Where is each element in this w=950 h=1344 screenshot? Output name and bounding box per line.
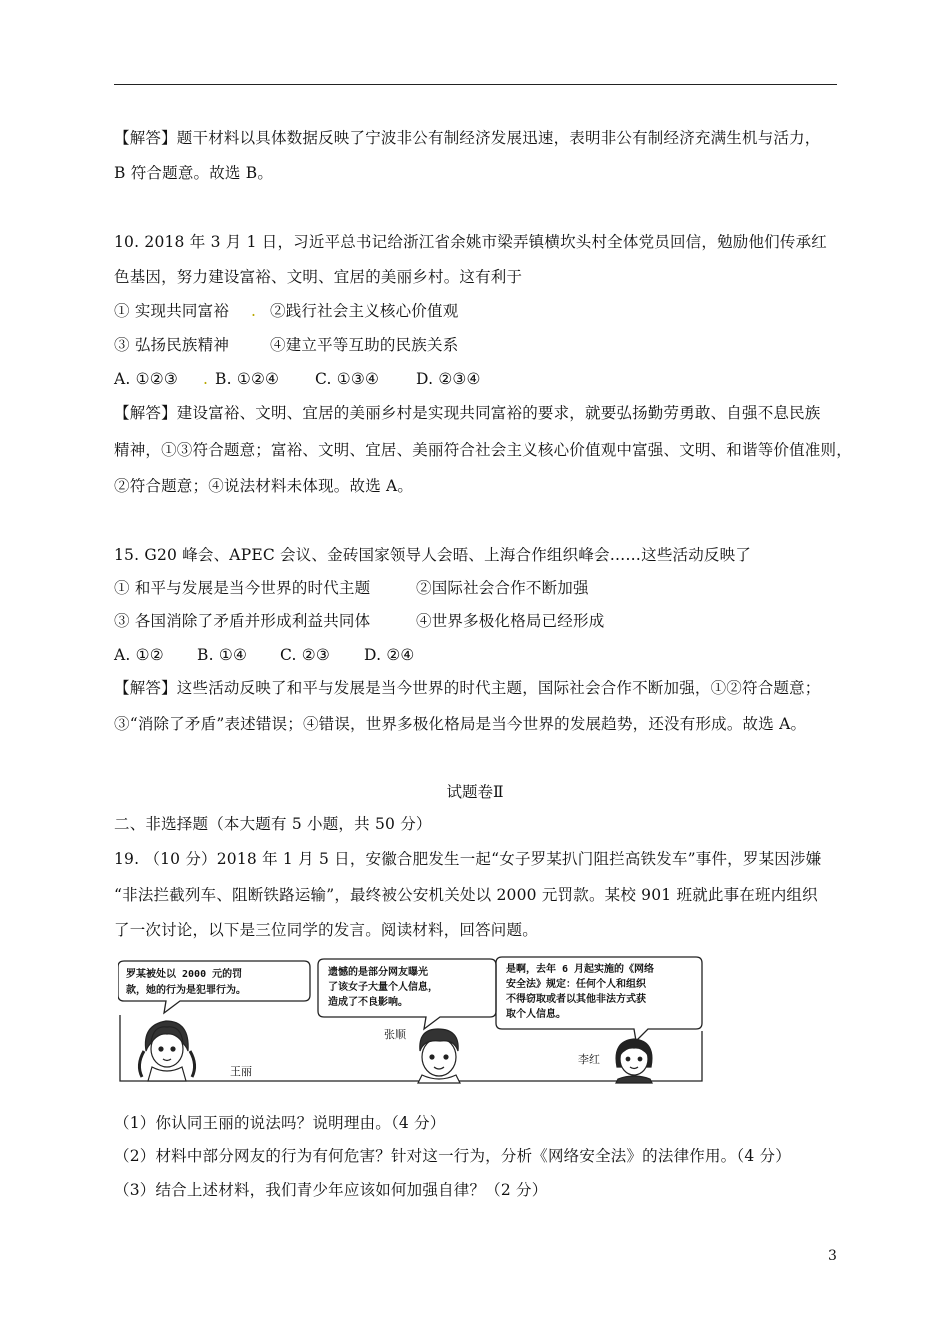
q10-choice-a: A. ①②③: [114, 370, 178, 388]
boy-character-icon: [418, 1029, 460, 1083]
q10-option-1-dot: .: [251, 302, 257, 320]
q15-choice-b: B. ①④: [197, 646, 248, 664]
bubble3-line-1: 是啊，去年 6 月起实施的《网络: [506, 964, 655, 975]
q10-answer-line-2: 精神，①③符合题意；富裕、文明、宜居、美丽符合社会主义核心价值观中富强、文明、和谐等价值准则，: [114, 441, 852, 459]
q10-answer-line-3: ②符合题意；④说法材料未体现。故选 A。: [114, 477, 414, 495]
q19-stem-line-2: “非法拦截列车、阻断铁路运输”，最终被公安机关处以 2000 元罚款。某校 901 班就此事在班内组织: [114, 886, 818, 904]
q10-stem-line-1: 10. 2018 年 3 月 1 日，习近平总书记给浙江省余姚市梁弄镇横坎头村全体党员回信，勉励他们传承红: [114, 233, 827, 251]
q19-sub-question-2: （2）材料中部分网友的行为有何危害？针对这一行为，分析《网络安全法》的法律作用。（4 分）: [114, 1147, 791, 1165]
bubble1-line-2: 款，她的行为是犯罪行为。: [126, 985, 246, 996]
page-number: 3: [828, 1248, 837, 1264]
q10-choices-row: [114, 369, 481, 389]
q9-answer-line-1: 【解答】题干材料以具体数据反映了宁波非公有制经济发展迅速，表明非公有制经济充满生机与活力，: [114, 129, 821, 147]
bubble3-line-4: 取个人信息。: [506, 1009, 566, 1020]
q15-choices-row: [114, 645, 415, 665]
bubble1-line-1: 罗某被处以 2000 元的罚: [126, 969, 243, 980]
q15-options-row-2: [114, 611, 605, 631]
girl-character-icon: [139, 1021, 194, 1081]
q10-choice-c: C. ①③④: [315, 370, 380, 388]
q10-choice-dot: .: [203, 370, 209, 388]
q15-choice-c: C. ②③: [280, 646, 330, 664]
q19-stem-line-1: 19. （10 分）2018 年 1 月 5 日，安徽合肥发生一起“女子罗某扒门阻拦高铁发车”事件，罗某因涉嫌: [114, 850, 822, 868]
q10-choice-b: B. ①②④: [215, 370, 280, 388]
bubble3-line-2: 安全法》规定：任何个人和组织: [506, 979, 646, 990]
q19-sub-question-3: （3）结合上述材料，我们青少年应该如何加强自律？（2 分）: [114, 1181, 548, 1199]
q15-option-3: ③ 各国消除了矛盾并形成利益共同体: [114, 612, 371, 630]
q15-stem: 15. G20 峰会、APEC 会议、金砖国家领导人会晤、上海合作组织峰会……这些活动反映了: [114, 546, 752, 564]
q15-option-2: ②国际社会合作不断加强: [416, 579, 589, 597]
discussion-cartoon: [118, 955, 703, 1088]
cartoon-frame: [120, 1015, 702, 1081]
q10-option-4: ④建立平等互助的民族关系: [270, 336, 459, 354]
q15-answer-line-2: ③“消除了矛盾”表述错误；④错误，世界多极化格局是当今世界的发展趋势，还没有形成。故选 A。: [114, 715, 807, 733]
name-zhang-shun: 张顺: [384, 1028, 406, 1041]
q10-option-1: ① 实现共同富裕: [114, 302, 230, 320]
q15-options-row-1: [114, 578, 589, 598]
name-wang-li: 王丽: [230, 1065, 252, 1078]
q10-option-3: ③ 弘扬民族精神: [114, 336, 230, 354]
q10-option-2: ②践行社会主义核心价值观: [270, 302, 459, 320]
bubble2-line-3: 造成了不良影响。: [328, 997, 408, 1008]
q10-options-row-1: [114, 301, 459, 321]
q10-answer-line-1: 【解答】建设富裕、文明、宜居的美丽乡村是实现共同富裕的要求，就要弘扬勤劳勇敢、自强不息民族: [114, 404, 821, 422]
section-title: 试题卷Ⅱ: [446, 783, 504, 801]
q15-option-1: ① 和平与发展是当今世界的时代主题: [114, 579, 371, 597]
q10-choice-d: D. ②③④: [416, 370, 481, 388]
name-li-hong: 李红: [578, 1053, 600, 1066]
q15-option-4: ④世界多极化格局已经形成: [416, 612, 605, 630]
q15-answer-line-1: 【解答】这些活动反映了和平与发展是当今世界的时代主题，国际社会合作不断加强，①②符合题意；: [114, 679, 821, 697]
bubble2-line-2: 了该女子大量个人信息，: [328, 982, 438, 993]
section-heading: 二、非选择题（本大题有 5 小题，共 50 分）: [114, 815, 432, 833]
header-rule: [114, 84, 837, 85]
short-hair-girl-character-icon: [616, 1039, 652, 1083]
q15-choice-d: D. ②④: [364, 646, 415, 664]
bubble2-line-1: 遗憾的是部分网友曝光: [328, 967, 428, 978]
q19-stem-line-3: 了一次讨论，以下是三位同学的发言。阅读材料，回答问题。: [114, 921, 538, 939]
q9-answer-line-2: B 符合题意。故选 B。: [114, 164, 274, 182]
q10-options-row-2: [114, 335, 459, 355]
q15-choice-a: A. ①②: [114, 646, 164, 664]
q10-stem-line-2: 色基因，努力建设富裕、文明、宜居的美丽乡村。这有利于: [114, 268, 523, 286]
q19-sub-question-1: （1）你认同王丽的说法吗？说明理由。（4 分）: [114, 1114, 446, 1132]
bubble3-line-3: 不得窃取或者以其他非法方式获: [506, 994, 646, 1005]
